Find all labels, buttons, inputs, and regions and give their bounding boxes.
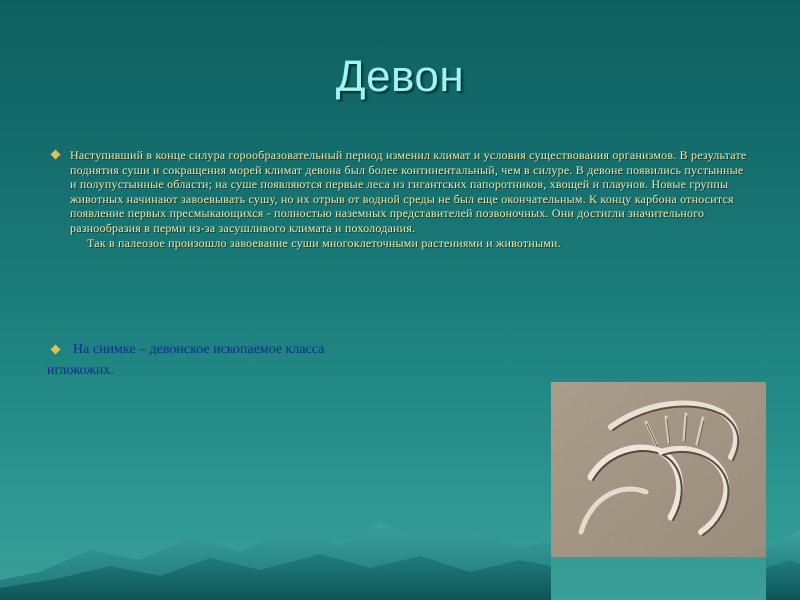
main-paragraph (70, 148, 750, 250)
slide-title: Девон (335, 52, 465, 101)
caption-line-2: иглокожих. (47, 363, 114, 378)
caption-line-1: На снимке – девонское ископаемое класса (73, 342, 325, 357)
fossil-echinoderm-image (551, 382, 766, 557)
bullet-icon (51, 150, 61, 160)
main-text-continuation: Так в палеозое произошло завоевание суши многоклеточными растениями и животными. (87, 235, 561, 250)
bullet-icon (51, 345, 61, 355)
main-text: Наступивший в конце силура горообразовательный период изменил климат и условия существования организмов. В результате поднятия суши и сокращения морей климат девона был более континентальный, чем в силуре. В девоне появились пустынные и полупустынные области; на суше появляются первые леса из гигантских папоротников, хвощей и плаунов. Новые группы животных начинают завоевывать сушу, но их отрыв от водной среды не был еще окончательным. К концу карбона относится появление первых пресмыкающихся - полностью наземных представителей позвоночных. Они достигли значительного разнообразия в перми из-за засушливого климата и похолодания. (70, 148, 747, 235)
